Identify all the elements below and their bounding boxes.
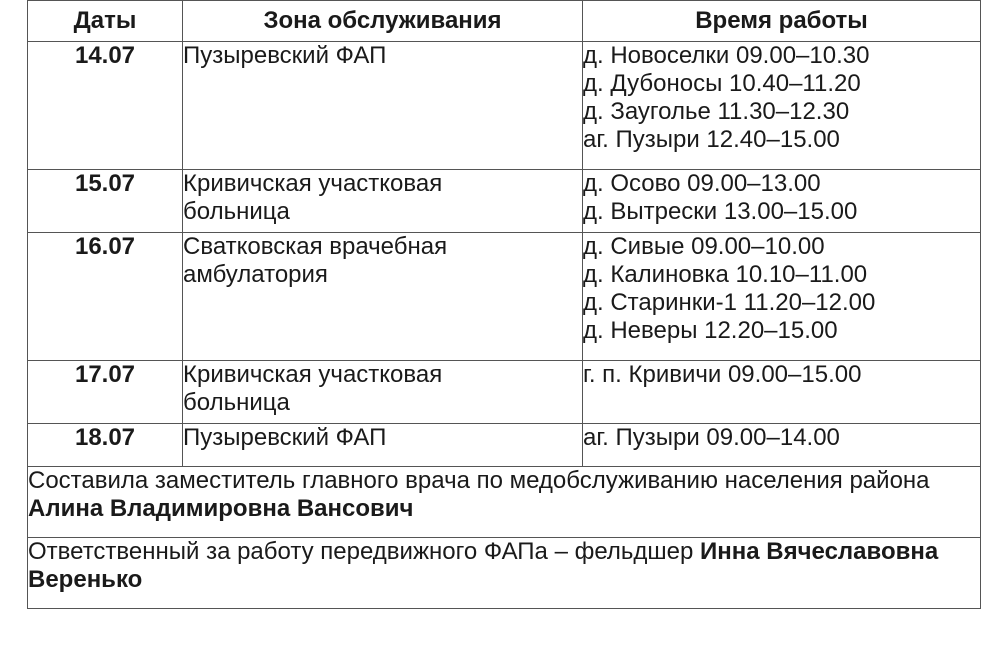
time-line: д. Осово 09.00–13.00 xyxy=(583,170,821,197)
zone-line: больница xyxy=(183,198,290,225)
time-line: д. Калиновка 10.10–11.00 xyxy=(583,261,868,288)
responsible-prefix: Ответственный за работу передвижного ФАПа – фельдшер xyxy=(28,538,701,565)
zone-line: Кривичская участковая xyxy=(183,361,443,388)
compiled-by-prefix: Составила заместитель главного врача по медобслуживанию населения района xyxy=(28,467,930,494)
time-cell xyxy=(583,361,981,424)
zone-line: Пузыревский ФАП xyxy=(183,42,387,69)
zone-cell xyxy=(183,233,583,361)
zone-cell xyxy=(183,42,583,170)
date-cell: 14.07 xyxy=(28,42,183,170)
zone-cell xyxy=(183,424,583,467)
time-cell xyxy=(583,233,981,361)
compiled-by-name: Алина Владимировна Вансович xyxy=(28,495,414,522)
zone-line: амбулатория xyxy=(183,261,328,288)
responsible-name: Инна Вячеславовна Веренько xyxy=(28,538,939,593)
compiled-by-note xyxy=(28,467,981,538)
zone-line: Сватковская врачебная xyxy=(183,233,448,260)
time-line: аг. Пузыри 09.00–14.00 xyxy=(583,424,840,451)
zone-line: Пузыревский ФАП xyxy=(183,424,387,451)
responsible-row xyxy=(28,538,981,609)
date-cell: 15.07 xyxy=(28,170,183,233)
schedule-table xyxy=(27,0,981,609)
header-dates: Даты xyxy=(28,1,183,42)
zone-line: больница xyxy=(183,389,290,416)
date-cell: 18.07 xyxy=(28,424,183,467)
header-zone: Зона обслуживания xyxy=(183,1,583,42)
time-line: аг. Пузыри 12.40–15.00 xyxy=(583,126,840,153)
time-cell xyxy=(583,424,981,467)
time-line: д. Старинки-1 11.20–12.00 xyxy=(583,289,876,316)
time-line: д. Вытрески 13.00–15.00 xyxy=(583,198,858,225)
time-cell xyxy=(583,170,981,233)
zone-line: Кривичская участковая xyxy=(183,170,443,197)
responsible-note xyxy=(28,538,981,609)
schedule-document xyxy=(27,0,980,609)
table-row xyxy=(28,42,981,170)
table-row xyxy=(28,170,981,233)
date-cell: 17.07 xyxy=(28,361,183,424)
time-cell xyxy=(583,42,981,170)
header-row xyxy=(28,1,981,42)
table-row xyxy=(28,233,981,361)
time-line: д. Зауголье 11.30–12.30 xyxy=(583,98,850,125)
date-cell: 16.07 xyxy=(28,233,183,361)
zone-cell xyxy=(183,361,583,424)
time-line: г. п. Кривичи 09.00–15.00 xyxy=(583,361,862,388)
time-line: д. Дубоносы 10.40–11.20 xyxy=(583,70,861,97)
header-time: Время работы xyxy=(583,1,981,42)
table-row xyxy=(28,361,981,424)
compiled-by-row xyxy=(28,467,981,538)
time-line: д. Новоселки 09.00–10.30 xyxy=(583,42,870,69)
time-line: д. Неверы 12.20–15.00 xyxy=(583,317,838,344)
table-row xyxy=(28,424,981,467)
time-line: д. Сивые 09.00–10.00 xyxy=(583,233,825,260)
zone-cell xyxy=(183,170,583,233)
